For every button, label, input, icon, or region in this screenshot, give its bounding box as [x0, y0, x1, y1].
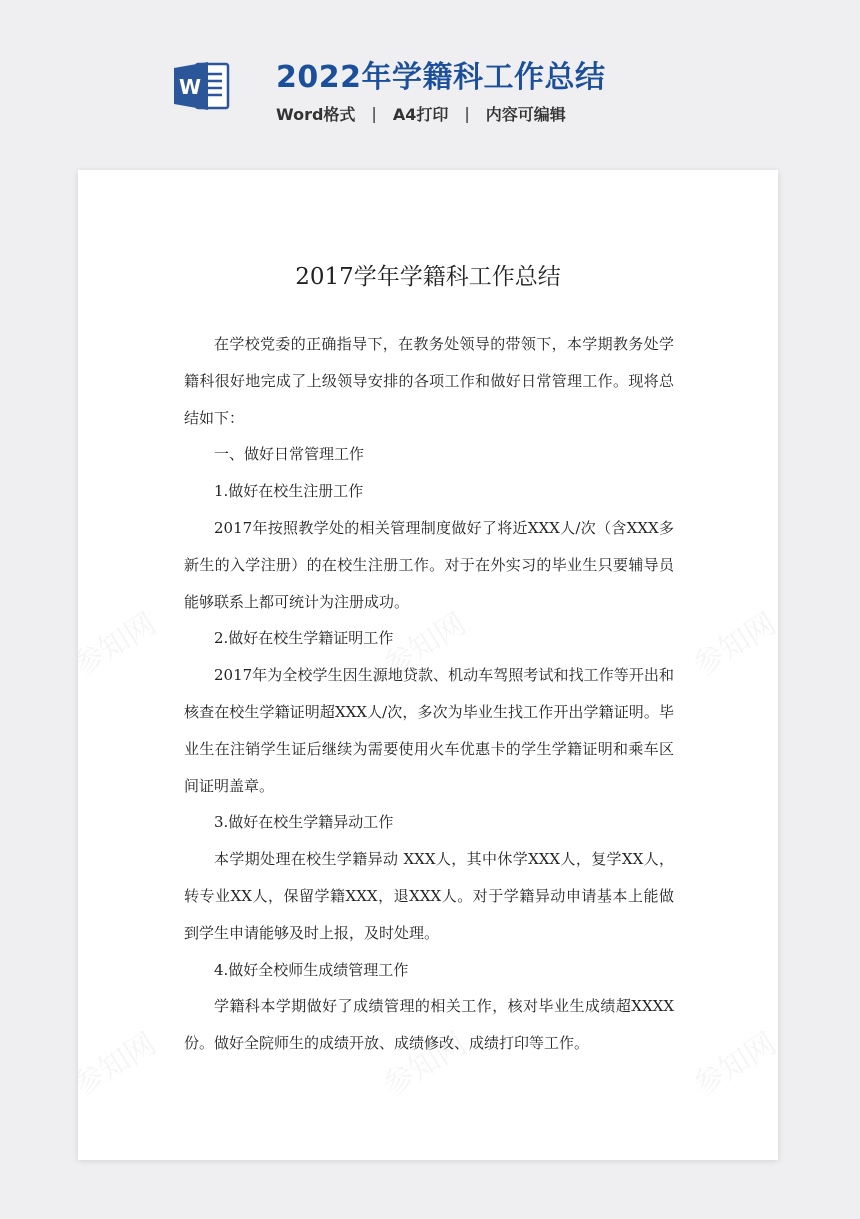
watermark — [683, 1019, 778, 1104]
tag-word-format: Word格式 — [276, 105, 356, 124]
watermark — [683, 599, 778, 684]
body-paragraph: 学籍科本学期做好了成绩管理的相关工作，核对毕业生成绩超XXXX份。做好全院师生的成绩开放、成绩修改、成绩打印等工作。 — [184, 997, 674, 1053]
body-paragraph: 本学期处理在校生学籍异动 XXX人，其中休学XXX人，复学XX人，转专业XX人，保留学籍XXX，退XXX人。对于学籍异动申请基本上能做到学生申请能够及时上报，及时处理。 — [184, 850, 674, 942]
tag-separator: | — [371, 104, 377, 123]
banner-title: 2022年学籍科工作总结 — [276, 60, 606, 95]
document-page — [78, 170, 778, 1160]
subsection-heading: 1.做好在校生注册工作 — [214, 482, 364, 501]
intro-paragraph: 在学校党委的正确指导下，在教务处领导的带领下，本学期教务处学籍科很好地完成了上级领导安排的各项工作和做好日常管理工作。现将总结如下： — [184, 335, 674, 427]
body-paragraph: 2017年按照教学处的相关管理制度做好了将近XXX人/次（含XXX多新生的入学注册）的在校生注册工作。对于在外实习的毕业生只要辅导员能够联系上都可统计为注册成功。 — [184, 518, 674, 611]
document-body — [184, 326, 674, 1062]
tag-separator: | — [464, 104, 470, 123]
section-heading: 一、做好日常管理工作 — [214, 445, 365, 464]
word-icon-letter: W — [178, 75, 202, 99]
subsection-heading: 3.做好在校生学籍异动工作 — [214, 813, 394, 832]
document-title: 2017学年学籍科工作总结 — [295, 264, 561, 290]
tag-a4-print: A4打印 — [392, 105, 449, 124]
header-banner — [0, 0, 860, 150]
watermark — [78, 599, 163, 684]
watermark — [78, 1019, 163, 1104]
tag-editable: 内容可编辑 — [485, 105, 566, 124]
banner-tags — [276, 102, 566, 125]
subsection-heading: 4.做好全校师生成绩管理工作 — [214, 960, 409, 979]
body-paragraph: 2017年为全校学生因生源地贷款、机动车驾照考试和找工作等开出和核查在校生学籍证明超XXX人/次，多次为毕业生找工作开出学籍证明。毕业生在注销学生证后继续为需要使用火车优惠卡的学生学籍证明和乘车区间证明盖章。 — [184, 666, 674, 795]
word-document-icon — [174, 60, 230, 112]
subsection-heading: 2.做好在校生学籍证明工作 — [214, 629, 394, 648]
